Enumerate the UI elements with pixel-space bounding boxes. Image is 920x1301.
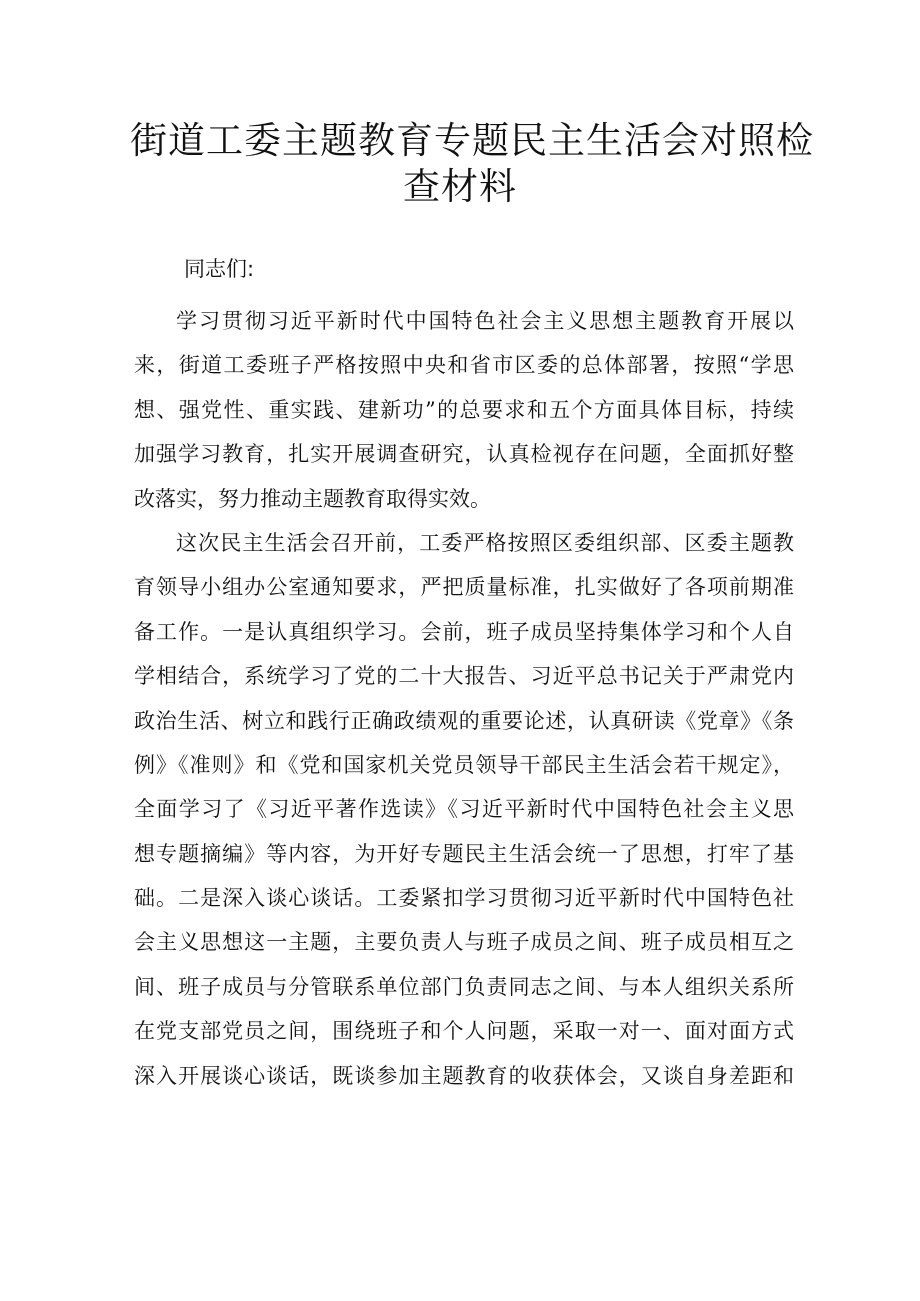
paragraph-line: 会主义思想这一主题，主要负责人与班子成员之间、班子成员相互之 <box>134 930 794 955</box>
paragraph-line: 想、强党性、重实践、建新功”的总要求和五个方面具体目标，持续 <box>134 397 794 422</box>
paragraph-line: 政治生活、树立和践行正确政绩观的重要论述，认真研读《党章》《条 <box>134 708 794 733</box>
paragraph-line: 育领导小组办公室通知要求，严把质量标准，扎实做好了各项前期准 <box>134 575 794 600</box>
paragraph-line: 学相结合，系统学习了党的二十大报告、习近平总书记关于严肃党内 <box>134 664 794 689</box>
paragraph-line: 深入开展谈心谈话，既谈参加主题教育的收获体会，又谈自身差距和 <box>134 1063 794 1088</box>
paragraph-line: 加强学习教育，扎实开展调查研究，认真检视存在问题，全面抓好整 <box>134 442 794 467</box>
paragraph-line: 间、班子成员与分管联系单位部门负责同志之间、与本人组织关系所 <box>134 974 794 999</box>
salutation: 同志们: <box>184 257 255 281</box>
document-title <box>130 118 814 210</box>
paragraph-line: 备工作。一是认真组织学习。会前，班子成员坚持集体学习和个人自 <box>134 619 794 644</box>
document-body <box>134 299 794 1098</box>
paragraph-line: 在党支部党员之间，围绕班子和个人问题，采取一对一、面对面方式 <box>134 1019 794 1044</box>
title-line: 街道工委主题教育专题民主生活会对照检 <box>130 119 814 162</box>
paragraph-line: 础。二是深入谈心谈话。工委紧扣学习贯彻习近平新时代中国特色社 <box>134 886 794 911</box>
paragraph-line: 想专题摘编》等内容，为开好专题民主生活会统一了思想，打牢了基 <box>134 841 794 866</box>
paragraph-line: 这次民主生活会召开前，工委严格按照区委组织部、区委主题教 <box>176 530 794 555</box>
paragraph-line: 改落实，努力推动主题教育取得实效。 <box>134 486 491 511</box>
paragraph-line: 全面学习了《习近平著作选读》《习近平新时代中国特色社会主义思 <box>134 797 794 822</box>
title-line: 查材料 <box>403 165 517 208</box>
paragraph-line: 学习贯彻习近平新时代中国特色社会主义思想主题教育开展以 <box>176 309 794 333</box>
paragraph-line: 来，街道工委班子严格按照中央和省市区委的总体部署，按照“学思 <box>134 353 794 378</box>
paragraph-line: 例》《准则》和《党和国家机关党员领导干部民主生活会若干规定》， <box>134 752 794 777</box>
